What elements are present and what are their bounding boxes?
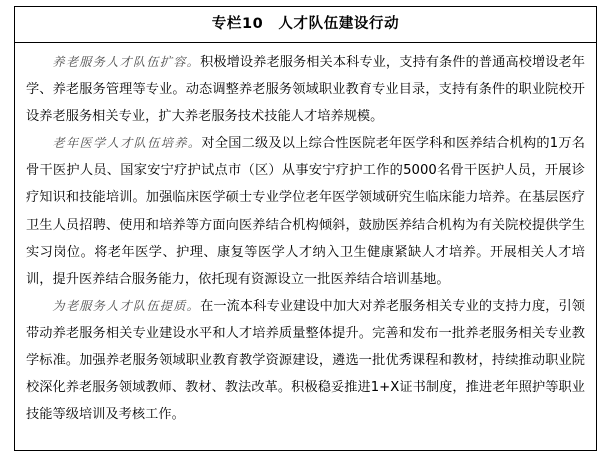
paragraph-2-lead-in: 老年医学人才队伍培养。 bbox=[52, 136, 202, 151]
paragraph-1 bbox=[26, 49, 585, 130]
callout-box-body bbox=[15, 43, 596, 432]
paragraph-1-body: 积极增设养老服务相关本科专业，支持有条件的普通高校增设老年学、养老服务管理等专业。动态调整养老服务领域职业教育专业目录，支持有条件的职业院校开设养老服务相关专业，扩大养老服务技术技能人才培养规模。 bbox=[26, 55, 586, 125]
paragraph-3 bbox=[26, 293, 585, 428]
paragraph-3-lead-in: 为老服务人才队伍提质。 bbox=[52, 298, 201, 313]
paragraph-2-body: 对全国二级及以上综合性医院老年医学科和医养结合机构的1万名骨干医护人员、国家安宁疗护试点市（区）从事安宁疗护工作的5000名骨干医护人员，开展诊疗知识和技能培训。加强临床医学硕士专业学位老年医学领域研究生临床能力培养。在基层医疗卫生人员招聘、使用和培养等方面向医养结合机构倾斜，鼓励医养结合机构为有关院校提供学生实习岗位。将老年医学、护理、康复等医学人才纳入卫生健康紧缺人才培养。开展相关人才培训，提升医养结合服务能力，依托现有资源设立一批医养结合培训基地。 bbox=[26, 136, 585, 287]
callout-box-title: 专栏10 人才队伍建设行动 bbox=[211, 16, 400, 33]
callout-box bbox=[14, 6, 597, 451]
callout-box-header bbox=[15, 7, 596, 43]
paragraph-3-body: 在一流本科专业建设中加大对养老服务相关专业的支持力度，引领带动养老服务相关专业建设水平和人才培养质量整体提升。完善和发布一批养老服务相关专业教学标准。加强养老服务领域职业教育教学资源建设，遴选一批优秀课程和教材，持续推动职业院校深化养老服务领域教师、教材、教法改革。积极稳妥推进1+X证书制度，推进老年照护等职业技能等级培训及考核工作。 bbox=[26, 298, 586, 423]
paragraph-1-lead-in: 养老服务人才队伍扩容。 bbox=[52, 55, 201, 69]
paragraph-2 bbox=[26, 130, 585, 293]
